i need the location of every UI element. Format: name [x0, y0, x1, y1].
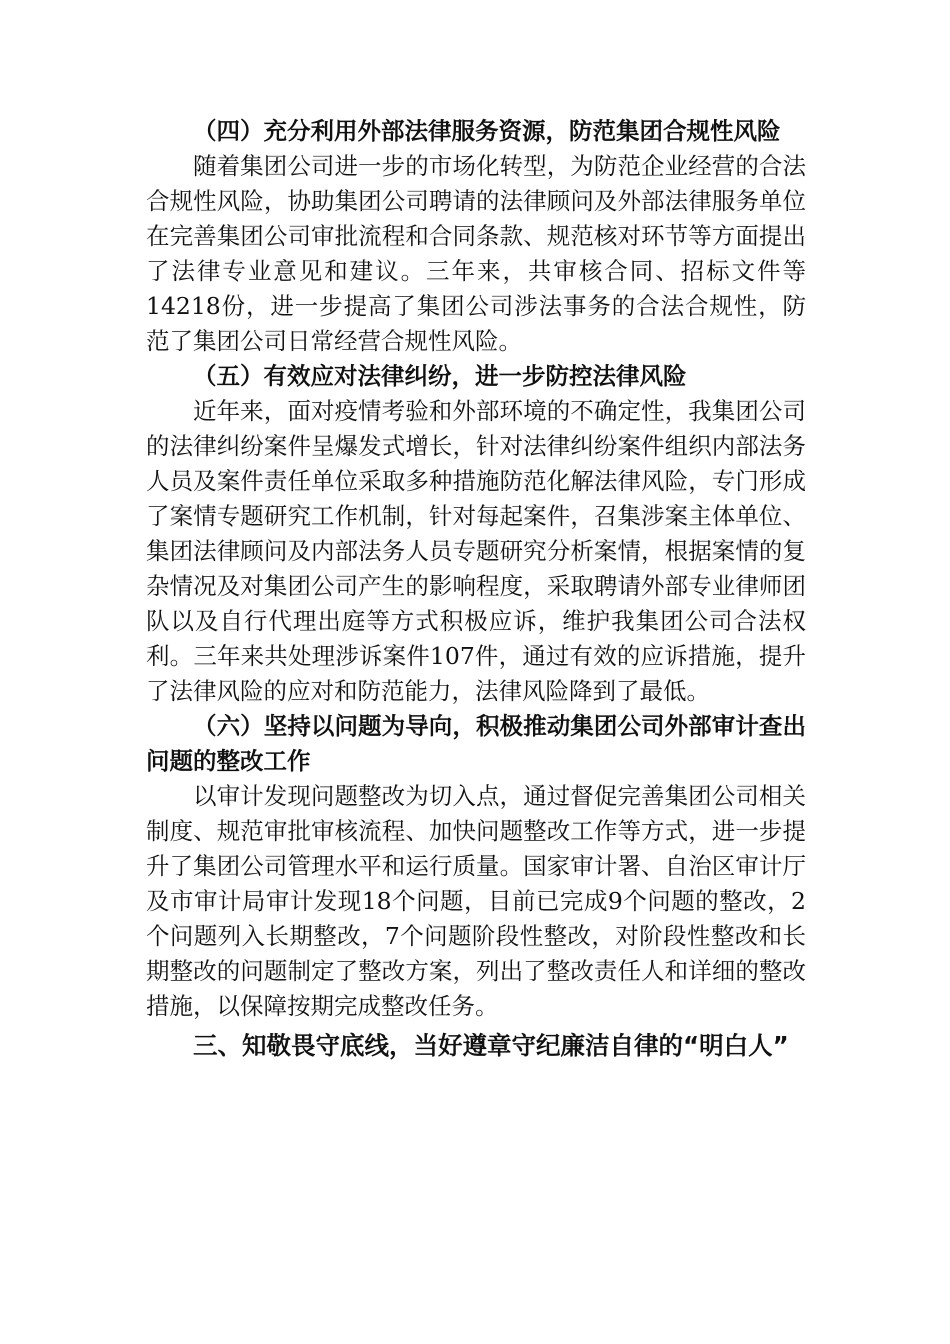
part-3-heading: 三、知敬畏守底线，当好遵章守纪廉洁自律的“明白人” — [193, 1031, 789, 1060]
section-4-heading: （四）充分利用外部法律服务资源，防范集团合规性风险 — [193, 117, 781, 145]
section-5-heading: （五）有效应对法律纠纷，进一步防控法律风险 — [193, 362, 687, 390]
document-body — [146, 114, 806, 1063]
section-6-heading: （六）坚持以问题为导向，积极推动集团公司外部审计查出问题的整改工作 — [146, 712, 806, 775]
section-4-paragraph: 随着集团公司进一步的市场化转型，为防范企业经营的合法合规性风险，协助集团公司聘请的法律顾问及外部法律服务单位在完善集团公司审批流程和合同条款、规范核对环节等方面提出了法律专业意见和建议。三年来，共审核合同、招标文件等14218份，进一步提高了集团公司涉法事务的合法合规性，防范了集团公司日常经营合规性风险。 — [146, 152, 806, 355]
section-6-paragraph: 以审计发现问题整改为切入点，通过督促完善集团公司相关制度、规范审批审核流程、加快问题整改工作等方式，进一步提升了集团公司管理水平和运行质量。国家审计署、自治区审计厅及市审计局审计发现18个问题，目前已完成9个问题的整改，2个问题列入长期整改，7个问题阶段性整改，对阶段性整改和长期整改的问题制定了整改方案，列出了整改责任人和详细的整改措施，以保障按期完成整改任务。 — [146, 782, 806, 1020]
section-5-paragraph: 近年来，面对疫情考验和外部环境的不确定性，我集团公司的法律纠纷案件呈爆发式增长，针对法律纠纷案件组织内部法务人员及案件责任单位采取多种措施防范化解法律风险，专门形成了案情专题研究工作机制，针对每起案件，召集涉案主体单位、集团法律顾问及内部法务人员专题研究分析案情，根据案情的复杂情况及对集团公司产生的影响程度，采取聘请外部专业律师团队以及自行代理出庭等方式积极应诉，维护我集团公司合法权利。三年来共处理涉诉案件107件，通过有效的应诉措施，提升了法律风险的应对和防范能力，法律风险降到了最低。 — [146, 397, 806, 705]
